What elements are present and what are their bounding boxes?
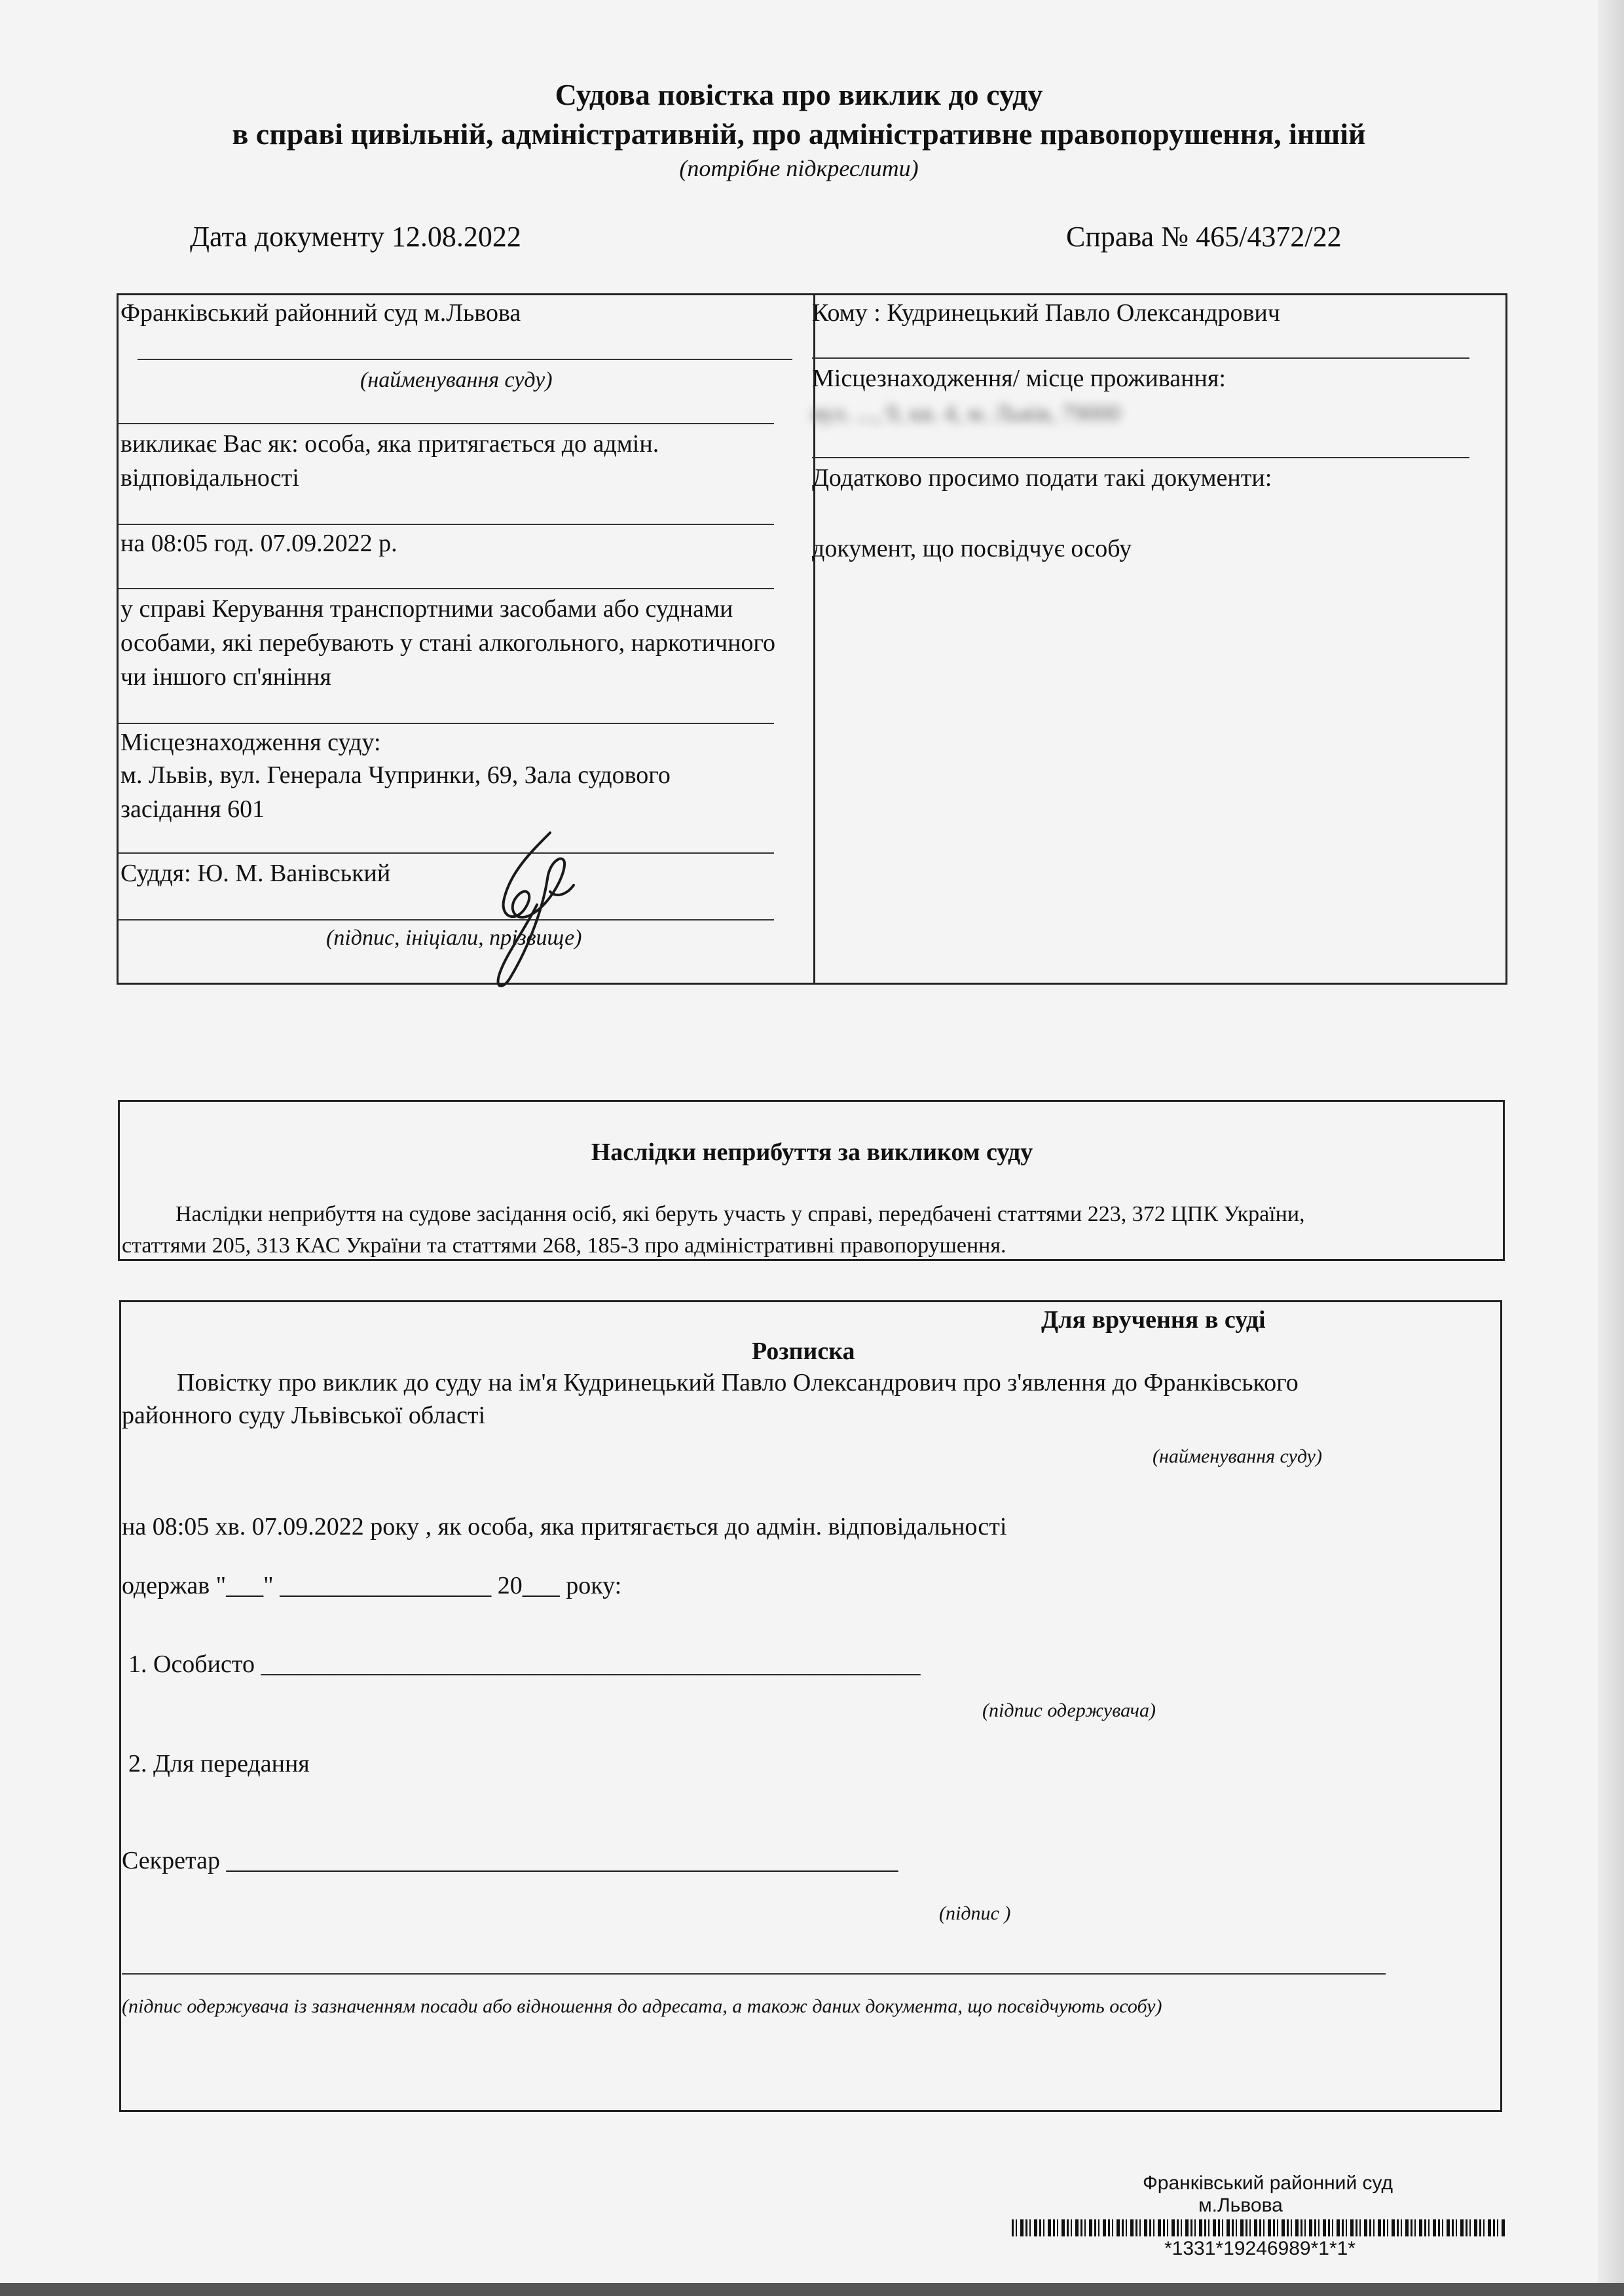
scan-bottom-edge <box>0 2283 1624 2296</box>
divider <box>812 357 1469 359</box>
receipt-line1: Повістку про виклик до суду на ім'я Кудринецький Павло Олександрович про з'явлення до Франківського <box>177 1369 1299 1396</box>
extra-docs-value: документ, що посвідчує особу <box>812 535 1132 562</box>
receipt-court-caption: (найменування суду) <box>1153 1446 1322 1467</box>
document-date: Дата документу 12.08.2022 <box>190 221 521 253</box>
footer-court-city: м.Львова <box>1198 2195 1283 2216</box>
scan-edge <box>1598 0 1624 2296</box>
court-name-caption: (найменування суду) <box>360 368 553 392</box>
case-number: Справа № 465/4372/22 <box>1066 221 1342 253</box>
recipient-name: Кому : Кудринецький Павло Олександрович <box>812 299 1280 327</box>
received-date-line: одержав "___" _________________ 20___ року: <box>122 1572 622 1599</box>
divider <box>118 423 774 424</box>
barcode-text: *1331*19246989*1*1* <box>1164 2238 1356 2259</box>
receipt-line2: районного суду Львівської області <box>122 1402 486 1429</box>
secretary-line: Секретар ______________________________________________________ <box>122 1847 898 1874</box>
divider <box>118 723 774 724</box>
extra-docs-label: Додатково просимо подати такі документи: <box>812 464 1272 492</box>
document-subtitle: в справі цивільній, адміністративній, про адміністративне правопорушення, іншій <box>232 117 1366 151</box>
footer-court-name: Франківський районний суд <box>1143 2172 1393 2194</box>
receipt-time-line: на 08:05 хв. 07.09.2022 року , як особа, яка притягається до адмін. відповідальності <box>122 1513 1007 1540</box>
column-divider <box>813 295 815 983</box>
summons-role: викликає Вас як: особа, яка притягається до адмін. відповідальності <box>120 430 659 492</box>
recipient-details-caption: (підпис одержувача із зазначенням посади або відношення до адресата, а також даних документа, що посвідчують особу) <box>122 1995 1162 2017</box>
divider <box>118 588 774 589</box>
recipient-address: вул. ..., 9, кв. 4, м. Львів, 79000 <box>812 400 1121 426</box>
for-court-delivery: Для вручення в суді <box>1041 1306 1266 1334</box>
receipt-title: Розписка <box>752 1338 855 1365</box>
judge-signature <box>452 826 602 996</box>
recipient-signature-caption: (підпис одержувача) <box>982 1700 1156 1721</box>
judge-name: Суддя: Ю. М. Ванівський <box>120 860 391 887</box>
secretary-signature-caption: (підпис ) <box>939 1903 1011 1924</box>
personally-line: 1. Особисто _____________________________________________________ <box>128 1650 921 1678</box>
divider <box>118 524 774 525</box>
case-subject: у справі Керування транспортними засобами або суднами особами, які перебувають у стані алкогольного, наркотичного чи іншого сп'яніння <box>120 595 776 691</box>
consequences-title: Наслідки неприбуття за викликом суду <box>591 1139 1033 1166</box>
consequences-text-line2: статтями 205, 313 КАС України та статтями 268, 185-3 про адміністративні правопорушення. <box>122 1233 1006 1258</box>
document-title: Судова повістка про виклик до суду <box>555 78 1043 111</box>
divider <box>118 852 774 854</box>
consequences-text-line1: Наслідки неприбуття на судове засідання осіб, які беруть участь у справі, передбачені статтями 223, 372 ЦПК України, <box>175 1202 1305 1226</box>
divider <box>812 457 1469 458</box>
divider <box>118 919 774 920</box>
divider <box>138 359 792 360</box>
divider <box>122 1973 1386 1975</box>
title-note: (потрібне підкреслити) <box>679 155 919 181</box>
judge-caption: (підпис, ініціали, прізвище) <box>326 926 582 950</box>
court-location-label: Місцезнаходження суду: <box>120 729 381 756</box>
court-location: м. Львів, вул. Генерала Чупринки, 69, Зала судового засідання 601 <box>120 761 671 823</box>
barcode <box>1012 2219 1506 2236</box>
for-transfer-line: 2. Для передання <box>128 1750 310 1777</box>
recipient-address-label: Місцезнаходження/ місце проживання: <box>812 365 1226 392</box>
hearing-time: на 08:05 год. 07.09.2022 р. <box>120 530 397 557</box>
court-name: Франківський районний суд м.Львова <box>120 299 521 327</box>
